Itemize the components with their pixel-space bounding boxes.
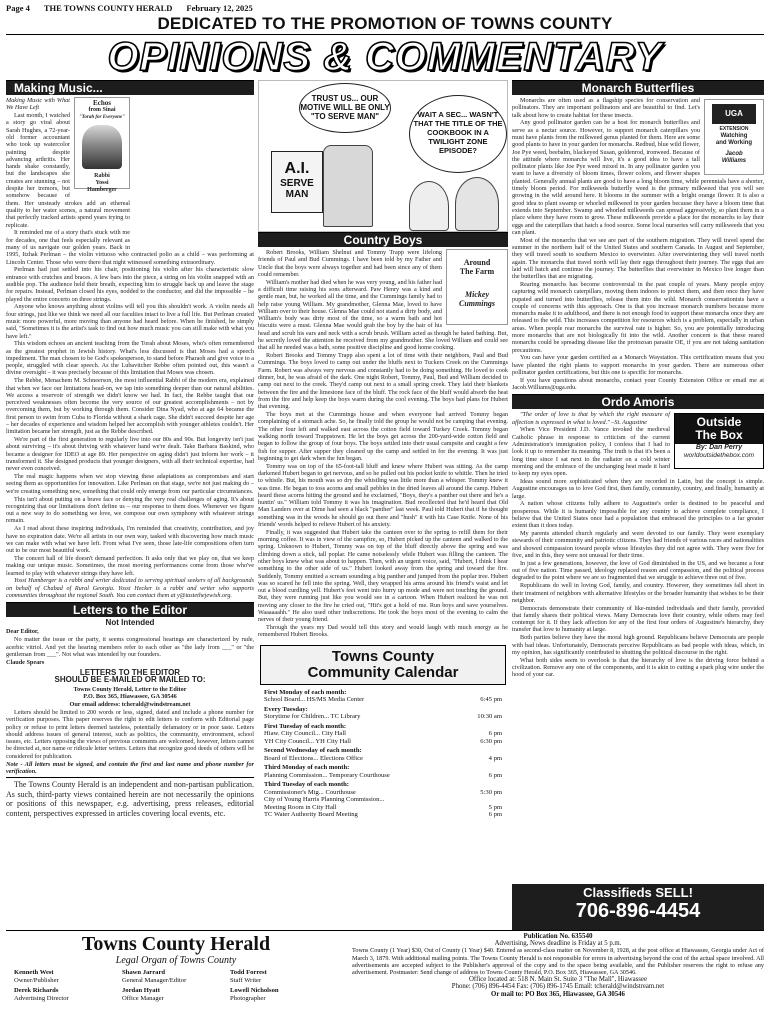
cartoon-sign xyxy=(271,151,323,213)
paragraph: What both sides seem to overlook is that the hierarchy of love is the driving force behind a civilization. Remove any one of the components, and it is akin to cutting a spark plug wire under the hood of your car. xyxy=(512,656,764,679)
paper-name: THE TOWNS COUNTY HERALD xyxy=(43,3,173,13)
ordo-header: Ordo Amoris xyxy=(512,394,764,409)
calendar-group-heading: Second Wednesday of each month: xyxy=(264,747,362,755)
footer-publication-info xyxy=(352,933,764,1019)
footer-paper-name: Towns County Herald xyxy=(81,933,271,955)
paragraph: This wisdom echoes an ancient teaching from the Torah about Moses, who's often remembered as the greatest prophet in Jewish history. What's less discussed is that Moses had a speech impediment. The man chosen to be God's spokesperson, to stand before Pharaoh and give voice to a people, struggled with clear speech. As the Lubavitcher Rebbe often pointed out, this wasn't a divine oversight – it was precisely because of this limitation that Moses was chosen. xyxy=(6,340,254,377)
columnist-byline xyxy=(74,97,130,193)
paragraph: Robert Brooks, William Shelnut and Tommy Trapp were lifelong friends of Paul and Bud Cummings. I have been told by my Father and Uncle that the boys were always together and had been since any of them could remember. xyxy=(258,249,442,278)
paragraph: Rearing monarchs has become controversial in the past couple of years. Many people enjoy capturing wild monarch caterpillars, moving them indoors to protect them, and then once they have pupated and turned into butterflies, release them into the wild. Monarch conservationists have a couple of concerns with this approach. One is that you increase monarch numbers because more monarchs make it to adulthood, and there is not enough food to support these monarchs once they are released to the wild. This increases competition for resources which is a problem, especially in urban areas. When people rear monarchs the survival rate is higher. So, you are potentially introducing more monarchs that are not biologically fit into the wild. Another concern is that these reared monarchs could be spreading disease like the protozoan parasite OE, if you are not taking sanitation precautions. xyxy=(512,280,764,354)
paragraph: The Rebbe, Menachem M. Schneerson, the most influential Rabbi of the modern era, explained that when we face our limitations head-on, we tap into something deeper than our natural abilities. We access a reservoir of strength we didn't know we had. In fact, the Rebbe taught that our perceived weaknesses often become the very source of our greatest accomplishments – not by overcoming them, but by working through them. Consider Dina Nyad, who at age 64 became the first person to swim from Cuba to Florida without a shark cage. She didn't succeed despite her age – her decades of experience and wisdom helped her accomplish with younger athletes couldn't. Her limitation became her strength, just as the Rebbe described. xyxy=(6,377,254,436)
calendar-event: Hiaw. City Council... City Hall xyxy=(264,730,346,738)
staff-role: Owner/Publisher xyxy=(14,976,59,984)
calendar-time: 6 pm xyxy=(488,771,502,779)
staff-member xyxy=(230,987,338,1002)
subscription-text: Towns County (1 Year) $30, Out of County (1 Year) $40. Entered as second-class matter on November 8, 1928, at the post office at Hiawassee, Georgia under Act of March 3, 1879. With additional mailing points. The Towns County Herald is not responsible for errors in advertising beyond the cost of the actual space involved. All advertisements are accepted subject to the Publisher's approval of the copy and to the space being available, and the Publisher reserves the right to refuse any advertisement. Postmaster: Send change of address to Towns County Herald, P.O. Box 365, Hiawassee, GA 30546. xyxy=(352,947,764,977)
publication-footer xyxy=(6,930,764,1020)
staff-member xyxy=(14,987,122,1002)
sign-line-2: SERVE MAN xyxy=(280,178,314,200)
byline-working: and Working xyxy=(715,140,753,146)
paragraph: Perlman had just settled into his chair, positioning his violin after his characteristic slow entrance with crutches and braces. A few bars into the piece, a string on his violin snapped with an audible pop. The audience held their breath, expecting him to struggle back up and leave the stage for repairs. Instead, Perlman closed his eyes, nodded to the conductor, and did the impossible – he played the entire concerto on three strings. xyxy=(6,266,254,303)
calendar-row xyxy=(264,804,502,812)
calendar-event: Board of Elections... Elections Office xyxy=(264,754,363,762)
calendar-row xyxy=(264,789,502,797)
byline-last: Hamberger xyxy=(87,187,117,193)
editorial-cartoon xyxy=(258,80,508,232)
contact-info: Phone: (706) 896-4454 Fax: (706) 896-1745 Email: tcherald@windstream.net xyxy=(451,983,665,991)
rabbi-portrait xyxy=(82,125,122,169)
paragraph: In just a few generations, however, the love of God diminished in the US, and we became a four out of five nation. Time passed, ideology replaced reason and compassion, and the political process degraded to the point where we are so fragmented that we struggle to achieve three out of five. xyxy=(512,559,764,582)
calendar-event: YH City Council... YH City Hall xyxy=(264,737,351,745)
outside-line-1: Outside xyxy=(696,415,742,430)
calendar-time: 5 pm xyxy=(488,803,502,811)
paragraph: The real magic happens when we stop viewing these adaptations as compromises and start seeing them as opportunities for innovation. Like Perlman on that stage, we're not just making do – we're creating something new, something that could only emerge from our particular circumstances. xyxy=(6,473,254,495)
paragraph: A nation whose citizens fully adhere to Augustine's order is destined to be peaceful and prosperous. While it is humanly impossible for any country to achieve complete compliance, I believe that the United States once had a population that embraced the principles to a far greater extent than it does today. xyxy=(512,500,764,530)
calendar-row xyxy=(264,811,502,819)
letter-salutation: Dear Editor, xyxy=(6,628,39,636)
calendar-time: 6 pm xyxy=(488,811,502,819)
outside-author: By: Dan Perry xyxy=(695,444,743,452)
column-left xyxy=(6,80,254,928)
article-title: Making Music with What We Have Left xyxy=(6,97,70,112)
calendar-event: Meeting Room in City Hall xyxy=(264,803,337,811)
column-right xyxy=(512,80,764,928)
paragraph: Anyone who knows anything about violins will tell you this shouldn't work. A violin needs all four strings, just like we think we need all our faculties intact to live a full life. But Perlman created music more powerful, more moving than anyone had heard before. When he finished, he simply said, "Sometimes it is the artist's task to find out how much music you can still make with what you have left." xyxy=(6,303,254,340)
cartoon-speech-bubble-left xyxy=(299,83,391,133)
byline-lastname: Cummings xyxy=(458,299,495,308)
staff-role: Advertising Director xyxy=(14,994,69,1002)
calendar-event: Commissioner's Mtg... Courthouse xyxy=(264,788,356,796)
footer-legal-organ: Legal Organ of Towns County xyxy=(115,955,237,966)
calendar-time: 6 pm xyxy=(488,730,502,738)
staff-role: Staff Writer xyxy=(230,976,262,984)
publication-number: Publication No. 635540 xyxy=(523,932,593,940)
paragraph: Finally, it was suggested that Hubert take the canteen over to the spring to refill them for their morning coffee. It was in view of the campfire, so, Hubert picked up the canteen and walked to the spring. Unknown to Hubert, Tommy was on top of the bluff directly above the spring and was climbing down a stick, tall poplar. He came noiselessly while Hubert was filling the canteen. The other boys knew what was about to happen. Then, with an urgent voice, said, "Hubert, I think I hear something to the other side of us." Hubert looked away from the spring and toward the fire. Suddenly, Tommy emitted a scream sounding a big panther and jumped from the poplar tree. Hubert was so scared he fell into the spring. Well, they wrapped his arms around his friend's waist and let out a blood curdling yell. Hubert's feet went into hurry up mode and were not touching the ground. But, they were running just like you would see in a cartoon. When Hubert realized he was not moving any closer to the fire he cried out, "Hit's got a hold of me. Run boys and save yourselves. Waaaaaahh." He also used other indiscretions. He took the boys most of the evening to calm the nerves of their young friend. xyxy=(258,528,508,624)
paragraph: My parents attended church regularly and were devoted to our family. They were exemplary stewards of their community and patriotic citizens. They had friends of various races and nationalities and showed compassion toward people whose lifestyles they did not agree with. They were five for five, and in this, they were not unusual for their time. xyxy=(512,530,764,560)
calendar-time: 4 pm xyxy=(488,754,502,762)
footer-masthead xyxy=(6,933,346,1019)
calendar-row xyxy=(264,696,502,704)
paragraph: The concert hall of life doesn't demand perfection. It asks only that we play on, that we keep making our unique music. Sometimes, the most moving performances come from those who've learned to play with whatever strings they have left. xyxy=(6,554,254,577)
paragraph: If you have questions about monarchs, contact your County Extension Office or email me at Jacob.Williams@uga.edu. xyxy=(512,376,764,392)
calendar-event: City of Young Harris Planning Commission... xyxy=(264,796,385,804)
calendar-row xyxy=(264,713,502,721)
calendar-title-line-1: Towns County xyxy=(331,647,435,665)
paragraph: This isn't about putting on a brave face or denying the very real challenges of aging. It's about recognizing that our limitations don't define us – our response to them does. Whenever we figure out a new way to do something we love, we compose our own symphony with whatever strings remain. xyxy=(6,495,254,525)
byline-lastname: Williams xyxy=(721,158,747,164)
letter-signoff: Claude Spears xyxy=(6,658,45,666)
paragraph: Both parties believe they have the moral high ground. Republicans believe Democrats are people with bad ideas. Unfortunately, Democrats perceive Republicans as bad people with ideas, which, in my opinion, has significantly contributed to shutting the political discourse in the right. xyxy=(512,634,764,656)
calendar-event: School Board... HS/MS Media Center xyxy=(264,696,365,704)
staff-member xyxy=(122,969,230,984)
byline-firstname: Mickey xyxy=(465,290,489,299)
paragraph: Robert Brooks and Tommy Trapp also spent a lot of time with their neighbors, Paul and Bud Cummings. The boys loved to camp out under the bluffs next to Tuckers Creek on the Cummings Farm. Robert was always very nervous and constantly had to be doing something. He loved to cook dinner, but, he was afraid of the dark. One night Robert, Tommy, Paul, Bud and William decided to camp out next to the creek. They'd camp out next to a small spring creek. They laid their blankets between the fire and the limestone face of the bluff. The rock face of the bluff would absorb the heat from the fire and help keep the boys warm during the cool evening. The boys had plans for Hubert that evening. xyxy=(258,352,508,411)
paragraph: Any good pollinator garden can be a host for monarch butterflies and serve as a nectar source. However, to support monarch caterpillars you must have plants from the milkweed genus planted for them. Here are some good plants to have in your garden for monarchs. Redbud, blue wild flower, Joe Pye weed, beebalm, blackeyed Susan, goldenrod, ironweed. Because of the attitude where monarchs will live, it's a good idea to have a tall pollinator plants like Joe Pye weed mixed in. In any pollinator garden you want to have a diversity of bloom times, flower colors, and flower shapes planted. Generally annual plants are good to have a long bloom time, while perennials have a shorter, timely bloom period. For milkweeds butterfly weed is the primary milkweed that you will see growing in the wild around here. It blooms in the summer with a bright orange flower. It is also a good idea to plant swamp or whorled milkweed in your garden because they have a bloom time that extends into September. Swamp and whorled milkweeds can spread aggressively, so plant them in a place where they have room to grow. These milkweeds provide a place for the monarchs to lay their eggs and the caterpillars that hatch a food source. Some local nurseries will carry milkweeds that you can plant. xyxy=(512,119,764,236)
letters-header: Letters to the Editor xyxy=(6,602,254,617)
policy-address-1: Towns County Herald, Letter to the Editor xyxy=(73,685,187,693)
staff-member xyxy=(14,969,122,984)
calendar-group-heading: Third Monday of each month: xyxy=(264,764,350,772)
calendar-group-heading: Third Tuesday of each month: xyxy=(264,781,350,789)
calendar-event: Storytime for Children... TC Library xyxy=(264,713,361,721)
cartoon-speech-bubble-right xyxy=(409,95,507,173)
deadline-text: Advertising, News deadline is Friday at 5 p.m. xyxy=(494,940,622,948)
community-calendar-title xyxy=(260,645,506,685)
paragraph: Democrats demonstrate their community of like-minded individuals and their family, provided that family shares their political views. Many Democrats love their country, while others may feel contempt for it. If they lack affection for any of the first four orders of Augustine's hierarchy, they transfer that love to humanity at large. xyxy=(512,604,764,634)
paragraph: When Vice President J.D. Vance invoked the medieval Catholic phrase in response to criticism of the current Administration's immigration policy, I confess that I had to look it up to remember its meaning. The truth is that it's been a long time since I sat next to the radiator on a cold winter morning and the embrace of the unchanging heat made it hard to keep my eyes open. xyxy=(512,426,670,478)
paragraph: Republicans do well in loving God, family, and country. However, they sometimes fall short in their treatment of neighbors with alternative lifestyles or the broader humanity that wishes to be their neighbor. xyxy=(512,582,764,604)
country-boys-article xyxy=(258,249,508,639)
outside-box-byline xyxy=(674,413,764,469)
person-figure-2 xyxy=(455,177,499,231)
staff-directory xyxy=(6,969,346,1002)
page-number: Page 4 xyxy=(6,3,30,13)
making-music-article xyxy=(6,97,254,599)
classifieds-phone: 706-896-4454 xyxy=(575,900,701,922)
staff-name: Shawn Jarrard xyxy=(122,969,166,976)
cartoon-spacer xyxy=(130,97,254,247)
staff-name: Derek Richards xyxy=(14,987,59,994)
calendar-time: 6:45 pm xyxy=(480,696,502,704)
byline-tag: "Torah for Everyone" xyxy=(79,115,125,120)
calendar-time: 10:30 am xyxy=(477,713,502,721)
farm-byline xyxy=(446,249,508,325)
staff-member xyxy=(122,987,230,1002)
paragraph: We're part of the first generation to regularly live into our 80s and 90s. But longevity isn't just about surviving – it's about thriving with whatever hand we're dealt. Take Barbara Baskind, who became a designer for IDEO at age 89. Her perspective on aging didn't just inform her work – it transformed it. She designed products that younger designers, with all their technical expertise, had never even conceived. xyxy=(6,436,254,473)
country-boys-header: Country Boys xyxy=(258,232,508,247)
paragraph: Through the years my Dad would tell this story and would laugh with much energy as he remembered Hubert Brooks. xyxy=(258,624,508,639)
issue-date: February 12, 2025 xyxy=(186,3,253,13)
office-location: Office located at: 518 N. Main St. Suite 3 "The Mall", Hiawassee xyxy=(469,976,647,984)
policy-email: Our email address: tcherald@windstream.net xyxy=(69,701,191,709)
section-masthead: OPINIONS & COMMENTARY xyxy=(107,35,663,79)
policy-address-2: P.O. Box 365, Hiawassee, GA 30546 xyxy=(83,693,177,701)
byline-watching: Watching xyxy=(720,133,748,139)
paragraph: "The order of love is that by which the right measure of affection is expressed in what is loved." –St. Augustine xyxy=(512,411,670,426)
calendar-group-heading: First Monday of each month: xyxy=(264,688,347,696)
policy-title-1: LETTERS TO THE EDITOR xyxy=(79,667,181,677)
byline-around: Around xyxy=(463,258,491,267)
calendar-row xyxy=(264,796,502,804)
calendar-event: TC Water Authority Board Meeting xyxy=(264,811,358,819)
outside-box-title xyxy=(675,414,763,444)
paragraph: William's mother had died when he was very young, and his father had a difficult time raising his sons afterward. Paw Henry was a kind and gentle man, but, he worked all the time, and the Cummings family had to help raise young William. My grandmother, Glenna Mae, loved to have William over to their house. Glenna Mae could not stand a dirty body, and William's body was dirty most of the time, so a warm bath and hot biscuits were a must. Glenna Mae would grab the boy by the hair of his head and scrub his ears and neck with a scrub brush. William acted as though he hated bathing. But, he secretly loved the attention he received from my grandmother. She loved William and could see that all he needed was a bath, some positive discipline and good home cooking. xyxy=(258,278,508,352)
classifieds-line-1: Classifieds SELL! xyxy=(583,885,693,900)
cartoon-bubble-text-left: TRUST US... OUR MOTIVE WILL BE ONLY "TO SERVE MAN" xyxy=(300,94,390,121)
monarch-article xyxy=(512,97,764,391)
paragraph: Tommy was on top of the 65-foot-tall bluff and knew where Hubert was sitting. As the camp darkened Hubert began to get nervous, and so he pulled out his pocket knife to whittle. Then he tried to whistle. But, his mouth was so dry the whistling was little more than a whisper. Tommy knew it was time. He began to toss acorns and small pebbles in the dried leaves all around the camp. Hubert heard these acorns hitting the ground and he exclaimed, "Boys, they's a panther out there and he's a huntin' us." William told Tommy it was his imagination. Bud recollected that he'd heard that Old Man Landers over at Dime had seen a black "panther" last week. Paul told Hubert that if he thought something was in the woods he should go out there and "hush" it with his Case Knife. None of his friends' words helped to relieve Hubert of his anxiety. xyxy=(258,462,508,528)
calendar-row xyxy=(264,755,502,763)
paragraph: Last month, I watched a story go viral about Sarah Hughes, a 72-year-old former accountant who took up watercolor painting despite advancing arthritis. Her hands shake constantly, but the landscapes she creates are stunning – not despite her tremors, but somehow because of them. Her unsteady strokes add an ethereal quality to her water scenes, a natural movement that perfectly tracked artists spend years trying to replicate. xyxy=(6,112,130,229)
monarch-header: Monarch Butterflies xyxy=(512,80,764,95)
byline-from: from Sinai xyxy=(88,107,116,113)
independence-disclaimer: The Towns County Herald is an independent and non-partisan publication. As such, third-party views contained herein are not necessarily the opinions or positions of this newspaper, e.g. advertising, press releases, editorial content, perspectives expressed in articles covering local events, etc. xyxy=(6,777,254,818)
byline-first: Yossi xyxy=(95,180,109,186)
policy-text: Letters should be limited to 200 words or less, signed, dated and include a phone number for verification purposes. This paper reserves the right to edit letters to conform with Editorial page policy or refuse to print letters deemed tasteless, potentially defamatory or in poor taste. Letters should address issues of general interest, such as politics, the community, environment, school issues, etc. Letters opposing the views of previous comments are welcomed, however, letters cannot be directed at, nor name or ridicule letter writers. Letters that recognize good deeds of others will be considered for publication. xyxy=(6,708,254,760)
letter-body: No matter the issue or the party, it seems congressional hearings are characterized by rude, acerbic vitriol. And yet the hearing members refer to each other as "the lady from ___" or "the gentleman from ___". Not what was intended by our founders. xyxy=(6,636,254,658)
byline-firstname: Jacob xyxy=(725,151,743,157)
calendar-event: Planning Commission... Temporary Courthouse xyxy=(264,771,390,779)
staff-role: Office Manager xyxy=(122,994,164,1002)
sign-line-1: A.I. xyxy=(284,160,310,177)
staff-name: Jordan Hyatt xyxy=(122,987,160,994)
byline-echos: Echos xyxy=(93,99,111,107)
paragraph: As I read about these inspiring individuals, I'm reminded that creativity, contribution, and joy have no expiration date. We're all artists in our own way, tasked with discovering how much music we can make with what we have left. From what I've seen, those late-life compositions often turn out to be our most beautiful work. xyxy=(6,525,254,555)
calendar-group-heading: Every Tuesday: xyxy=(264,705,308,713)
calendar-time: 5:30 pm xyxy=(480,788,502,796)
letters-section xyxy=(6,619,254,818)
byline-rabbi: Rabbi xyxy=(94,173,110,179)
robot-figure xyxy=(323,145,373,227)
paragraph: Monarchs are often used as a flagship species for conservation and pollinators. They are important pollinators and are beautiful to find. Let's talk about how to create habitat for these insects. xyxy=(512,97,700,119)
column-middle xyxy=(258,232,508,928)
outside-url: worldoutsidethebox.com xyxy=(683,451,755,459)
calendar-group-heading: First Tuesday of each month: xyxy=(264,722,347,730)
making-music-header: Making Music... xyxy=(6,80,254,95)
person-figure xyxy=(409,181,449,231)
paragraph: Ideas sound more sophisticated when they are recorded in Latin, but the concept is simple. Augustine encourages us to love God first, then family, community, country, and finally, humanity at large. xyxy=(512,478,764,500)
staff-member xyxy=(230,969,338,984)
staff-name: Todd Forrest xyxy=(230,969,267,976)
uga-logo: UGA xyxy=(712,104,756,124)
ordo-article xyxy=(512,411,764,678)
calendar-row xyxy=(264,772,502,780)
paragraph: It reminded me of a story that's stuck with me for decades, one that feels especially relevant as many of us navigate our golden years. Back in 1995, Itzhak Perlman – the violin virtuoso who contracted polio as a child – was performing at Lincoln Center. Those who were there that night witnessed something extraordinary. xyxy=(6,229,254,266)
community-calendar xyxy=(258,689,508,819)
outside-line-2: The Box xyxy=(695,428,743,443)
dedication-banner: DEDICATED TO THE PROMOTION OF TOWNS COUNTY xyxy=(6,13,764,35)
calendar-row xyxy=(264,730,502,738)
staff-name: Lowell Nicholson xyxy=(230,987,279,994)
policy-note: Note - All letters must be signed, and contain the first and last name and phone number for verification. xyxy=(6,760,254,775)
cartoon-bubble-text-right: WAIT A SEC... WASN'T THAT THE TITLE OF THE COOKBOOK IN A TWILIGHT ZONE EPISODE? xyxy=(413,110,503,155)
paragraph: Most of the monarchs that we see are part of the southern migration. They will travel spend the summer in the northern half of the United States and southern Canada. In August and September, they will travel south to southern Mexico to overwinter. After overwintering they will travel north again. The monarchs that travel north will lay their eggs throughout their journey. The eggs that are laid will hatch and continue the journey. The butterflies that overwinter in Mexico live longer than the butterflies that are migrating. xyxy=(512,236,764,281)
byline-spacer xyxy=(449,276,505,290)
extension-byline xyxy=(704,99,764,175)
mailing-address: Or mail to: PO Box 365, Hiawassee, GA 30546 xyxy=(491,990,625,998)
calendar-row xyxy=(264,738,502,746)
byline-farm: The Farm xyxy=(459,267,495,276)
staff-role: Photographer xyxy=(230,994,266,1002)
policy-title-2: SHOULD BE E-MAILED OR MAILED TO: xyxy=(54,675,206,685)
author-bio: Yossi Hamberger is a rabbi and writer dedicated to serving spiritual seekers of all backgrounds on behalf of Chabad of Rural Georgia. Yossi Hecker is a rabbi and writer who supports communities throughout the regional South. You can contact them at y@tastethejewish.org. xyxy=(6,577,254,599)
staff-name: Kenneth West xyxy=(14,969,54,976)
byline-extension: EXTENSION xyxy=(719,126,749,132)
calendar-title-line-2: Community Calendar xyxy=(307,663,459,681)
paragraph: The boys met at the Cummings house and when everyone had arrived Tommy began complaining of a stomach ache. So, he finally told the group he would not be camping that evening. The other four left and walked east across the cotton field toward Turkey Creek. Tommy began walking north toward Trappstown. He let the boys get across the 200-yard-wide cotton field and began to follow the group of four boys. The boys settled into their usual campsite and caught a few fish for supper. After supper they cleaned up the camp and settled in for the evening. It was just beginning to get dark when the fun began. xyxy=(258,411,508,462)
classifieds-ad xyxy=(512,884,764,930)
letter-title: Not Intended xyxy=(105,618,155,628)
staff-role: General Manager/Editor xyxy=(122,976,187,984)
paragraph: You can have your garden certified as a Monarch Waystation. This certification means that you have planted the right plants to support monarchs in your garden. There are numerous other pollinator garden certifications, but this one is specific for monarchs. xyxy=(512,354,764,376)
calendar-time: 6:30 pm xyxy=(480,737,502,745)
